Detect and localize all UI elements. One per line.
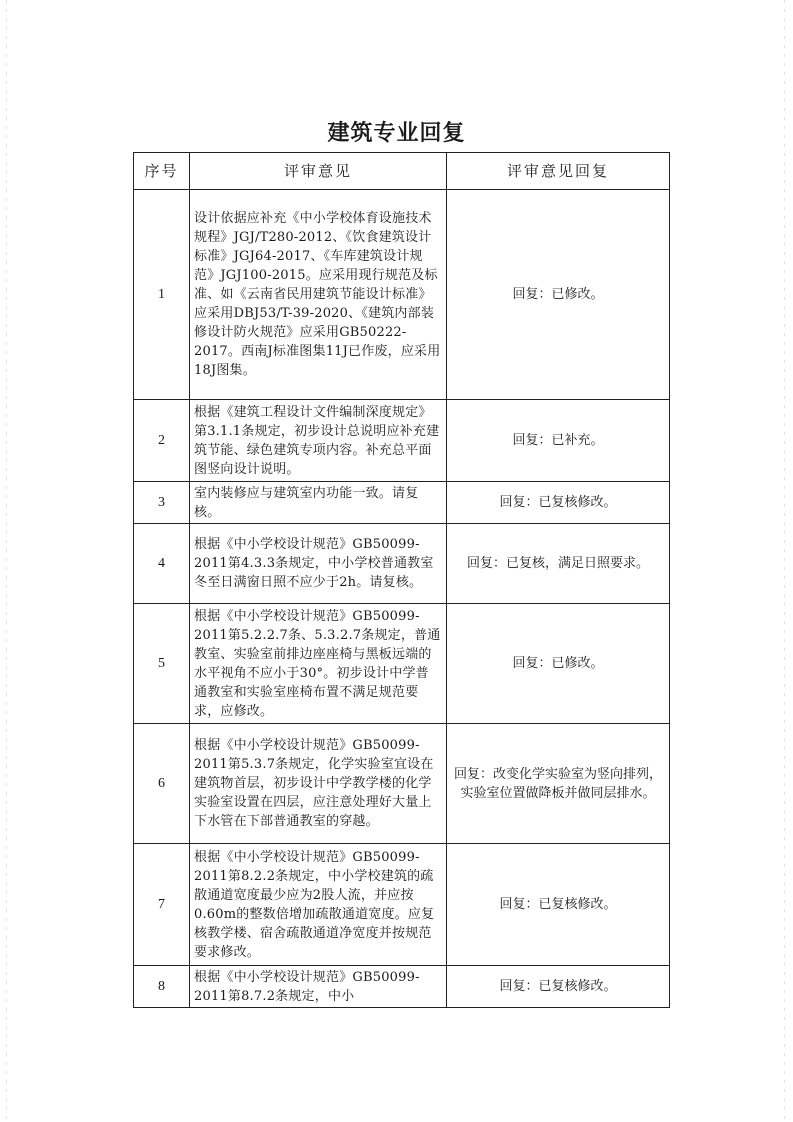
row-number: 2 [134,400,190,482]
header-reply: 评审意见回复 [447,153,670,190]
review-comment: 室内装修应与建筑室内功能一致。请复核。 [190,482,447,524]
table-row [134,966,670,1008]
table-row [134,190,670,400]
table-row [134,524,670,604]
row-number: 4 [134,524,190,604]
header-comment: 评审意见 [190,153,447,190]
review-reply: 回复：已复核修改。 [447,966,670,1008]
scan-edge-left [6,0,7,1122]
review-reply: 回复：改变化学实验室为竖向排列，实验室位置做降板并做同层排水。 [447,724,670,844]
table-row [134,604,670,724]
review-comment: 根据《建筑工程设计文件编制深度规定》第3.1.1条规定，初步设计总说明应补充建筑节能、绿色建筑专项内容。补充总平面图竖向设计说明。 [190,400,447,482]
review-comment: 根据《中小学校设计规范》GB50099-2011第4.3.3条规定，中小学校普通教室冬至日满窗日照不应少于2h。请复核。 [190,524,447,604]
review-reply: 回复：已复核修改。 [447,482,670,524]
table-header-row [134,153,670,190]
review-comment: 根据《中小学校设计规范》GB50099-2011第5.2.2.7条、5.3.2.7条规定，普通教室、实验室前排边座座椅与黑板远端的水平视角不应小于30°。初步设计中学普通教室和实验室座椅布置不满足规范要求，应修改。 [190,604,447,724]
review-reply: 回复：已复核，满足日照要求。 [447,524,670,604]
review-table [133,152,670,1008]
table-row [134,724,670,844]
scan-edge-right [784,0,785,1122]
page-title: 建筑专业回复 [327,120,466,146]
table-row [134,844,670,966]
row-number: 3 [134,482,190,524]
review-reply: 回复：已复核修改。 [447,844,670,966]
table-row [134,482,670,524]
review-reply: 回复：已修改。 [447,190,670,400]
review-comment: 根据《中小学校设计规范》GB50099-2011第8.7.2条规定，中小 [190,966,447,1008]
row-number: 5 [134,604,190,724]
review-reply: 回复：已修改。 [447,604,670,724]
review-reply: 回复：已补充。 [447,400,670,482]
review-comment: 设计依据应补充《中小学校体育设施技术规程》JGJ/T280-2012、《饮食建筑设计标准》JGJ64-2017、《车库建筑设计规范》JGJ100-2015。应采用现行规范及标准、如《云南省民用建筑节能设计标准》应采用DBJ53/T-39-2020、《建筑内部装修设计防火规范》应采用GB50222-2017。西南J标准图集11J已作废，应采用18J图集。 [190,190,447,400]
row-number: 6 [134,724,190,844]
table-row [134,400,670,482]
row-number: 7 [134,844,190,966]
header-no: 序号 [134,153,190,190]
row-number: 8 [134,966,190,1008]
row-number: 1 [134,190,190,400]
review-comment: 根据《中小学校设计规范》GB50099-2011第8.2.2条规定，中小学校建筑的疏散通道宽度最少应为2股人流，并应按0.60m的整数倍增加疏散通道宽度。应复核教学楼、宿舍疏散通道净宽度并按规范要求修改。 [190,844,447,966]
review-comment: 根据《中小学校设计规范》GB50099-2011第5.3.7条规定，化学实验室宜设在建筑物首层，初步设计中学教学楼的化学实验室设置在四层，应注意处理好大量上下水管在下部普通教室的穿越。 [190,724,447,844]
